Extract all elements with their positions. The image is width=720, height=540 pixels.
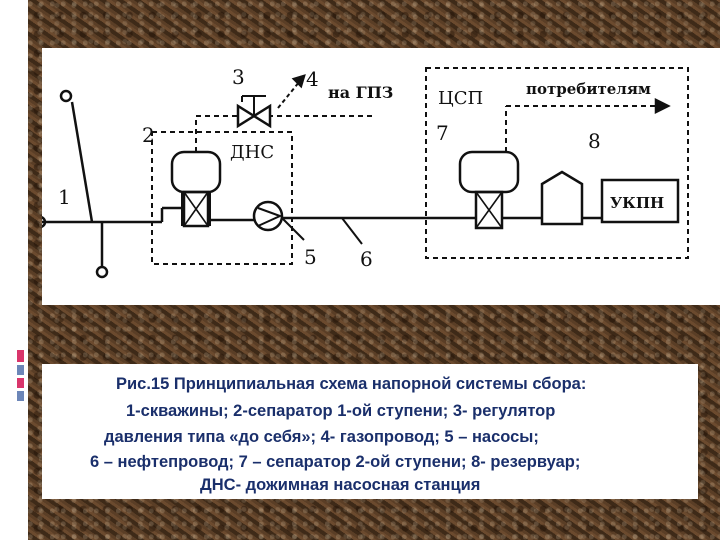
caption-line-2: 1-скважины; 2-сепаратор 1-ой ступени; 3- регулятор — [126, 402, 556, 420]
label-tsp: ЦСП — [438, 88, 484, 109]
label-to-gpz: на ГПЗ — [328, 83, 394, 102]
label-dns: ДНС — [230, 142, 275, 163]
label-ukpn: УКПН — [610, 194, 665, 212]
separator-2 — [460, 152, 518, 192]
decor-marker — [17, 365, 24, 375]
label-6: 6 — [360, 247, 373, 271]
well-head — [61, 91, 71, 101]
collection-system-diagram — [42, 48, 720, 305]
caption-line-4: 6 – нефтепровод; 7 – сепаратор 2-ой ступени; 8- резервуар; — [90, 453, 581, 471]
label-consumers: потребителям — [526, 80, 651, 98]
caption-line-1: Рис.15 Принципиальная схема напорной системы сбора: — [116, 375, 587, 393]
diagram-panel — [42, 48, 720, 305]
left-margin-strip — [0, 0, 28, 540]
figure-caption — [42, 364, 698, 499]
label-7: 7 — [436, 121, 449, 145]
pipeline-pointer — [342, 218, 362, 244]
well-line — [72, 102, 92, 222]
decor-marker — [17, 350, 24, 362]
separator-1 — [172, 152, 220, 192]
label-8: 8 — [588, 129, 601, 153]
label-1: 1 — [58, 185, 71, 209]
label-4: 4 — [306, 67, 319, 91]
reservoir — [542, 172, 582, 224]
decor-marker — [17, 391, 24, 401]
label-5: 5 — [304, 245, 317, 269]
caption-line-3: давления типа «до себя»; 4- газопровод; 5 – насосы; — [104, 428, 539, 446]
label-2: 2 — [142, 123, 155, 147]
well-head — [97, 267, 107, 277]
decor-marker — [17, 378, 24, 388]
label-3: 3 — [232, 65, 245, 89]
caption-line-5: ДНС- дожимная насосная станция — [200, 476, 481, 494]
